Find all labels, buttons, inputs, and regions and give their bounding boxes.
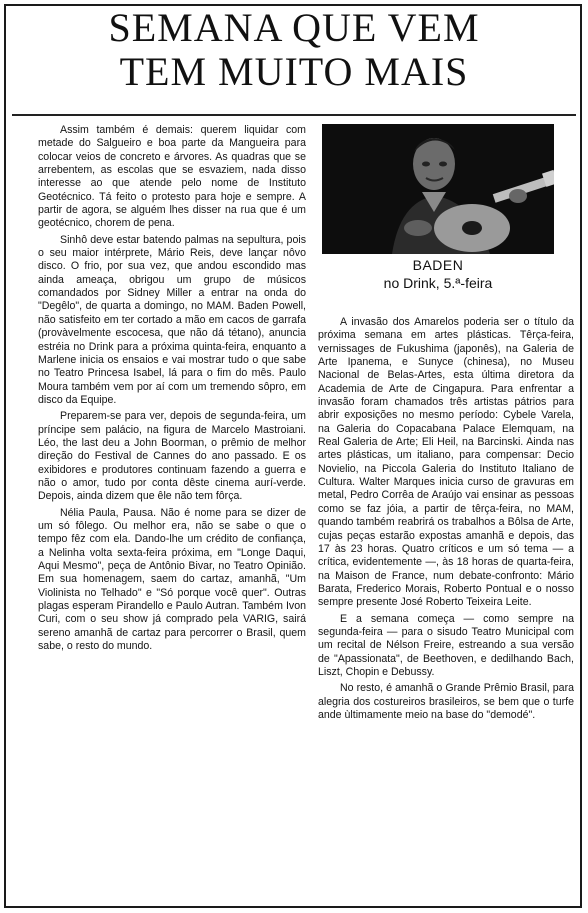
- caption-name: BADEN: [412, 257, 464, 273]
- headline-line-1: SEMANA QUE VEM: [108, 5, 480, 50]
- photo-of-musician-with-guitar: [322, 124, 554, 254]
- paragraph: No resto, é amanhã o Grande Prêmio Brasil, para alegria dos costureiros brasileiros, se bem que o turfe ande ùltimamente meio na base do "demodé".: [318, 682, 574, 721]
- paragraph: Preparem-se para ver, depois de segunda-feira, um príncipe sem palácio, na figura de Marcelo Mastroiani. Léo, the last deu a John Boorman, o prêmio de melhor direção do Festival de Cannes do ano passado. E os exibidores e produtores continuam fazendo a guerra e não o amor, tudo por conta dêste cinema aurí-verde. Depois, ainda dizem que êle não tem fôrça.: [38, 410, 306, 503]
- headline-divider: [12, 114, 576, 116]
- guitarist-photo-illustration: [322, 124, 554, 254]
- photo-caption: [322, 256, 554, 292]
- caption-subtitle: no Drink, 5.ª-feira: [383, 275, 493, 291]
- paragraph: A invasão dos Amarelos poderia ser o título da próxima semana em artes plásticas. Têrça-feira, vernissages de Fukushima (japonês), na Galeria de Arte Ipanema, e Sunyce (chinesa), no Museu Nacional de Belas-Artes, esta última diretora da Academia de Arte de Cingapura. Para enfrentar a invasão foram chamados três artistas pátrios para abrir exposições no mesmo período: Cybele Varela, na Galeria do Copacabana Palace Elemquam, na Real Galeria de Arte; Eli Heil, na Barcinski. Ainda nas artes plásticas, um italiano, para compensar: Decio Novielio, na Piccola Galeria do Instituto Italiano de Cultura. Walter Marques inicia curso de gravuras em metal, Pedro Corrêa de Araújo vai ensinar as pessoas como se faz jóia, a partir de têrça-feira, no MAM, quando também reabrirá os trabalhos a Bôlsa de Arte, cujas peças estarão expostas amanhã e depois, das 17 às 23 horas. Quatro críticos e um só tema — a crítica, evidentemente —, às 18 horas de quarta-feira, na Maison de France, num debate-confronto: Mário Barata, Frederico Morais, Roberto Pontual e o nosso sempre presente José Roberto Teixeira Leite.: [318, 316, 574, 609]
- left-column: [38, 124, 306, 656]
- headline-line-2: TEM MUITO MAIS: [119, 49, 469, 94]
- headline: [0, 6, 588, 94]
- paragraph: Assim também é demais: querem liquidar com metade do Salgueiro e boa parte da Mangueira para colocar veios de concreto e árvores. As quadras que se arrebentem, as escolas que se esvaziem, nada disso interesse ao que atende pelo nome de Instituto Geotécnico. Tá feito o protesto para hoje e sempre. A partir de agora, se alguém lhes disser na rua que é um geotécnico, chorem de pena.: [38, 124, 306, 230]
- paragraph: Sinhô deve estar batendo palmas na sepultura, pois o seu maior intérprete, Mário Reis, deve lançar nôvo disco. O frio, por sua vez, que andou escondido mas ainda ameaça, obrigou um grupo de músicos comandados por Sidney Miller a entrar na onda do "Degêlo", de quarta a domingo, no MAM. Baden Powell, não satisfeito em ter cortado a mão em cacos de garrafa (provàvelmente escocesa, que não dá tétano), anuncia estréia no Drink para a próxima quinta-feira, enquanto a Marlene inicia os ensaios e vai mostrar tudo o que sabe no Teatro Princesa Isabel, lá para o fim do mês. Paulo Moura também vem por aí com um tremendo sôpro, em disco da Equipe.: [38, 233, 306, 406]
- paragraph: E a semana começa — como sempre na segunda-feira — para o sisudo Teatro Municipal com um recital de Nélson Freire, estreando a sua versão de "Apassionata", de Beethoven, e dedilhando Bach, Liszt, Chopin e Debussy.: [318, 612, 574, 678]
- paragraph: Nélia Paula, Pausa. Não é nome para se dizer de um só fôlego. Ou melhor era, não se sabe o que o tempo fêz com ela. Dando-lhe um crédito de confiança, a Nelinha volta sexta-feira próxima, em "Longe Daqui, Aqui Mesmo", peça de Antônio Bivar, no Teatro Opinião. Em sua homenagem, saem do cartaz, amanhã, "Um Violinista no Telhado" e "Só porque você quer". Outras plagas esperam Pirandello e Paulo Autran. Também Ivon Curi, com o seu show já comprado pela VARIG, sairá sereno amanhã de cartaz para percorrer o Brasil, quem sabe, o resto do mundo.: [38, 506, 306, 653]
- right-column: [318, 316, 574, 725]
